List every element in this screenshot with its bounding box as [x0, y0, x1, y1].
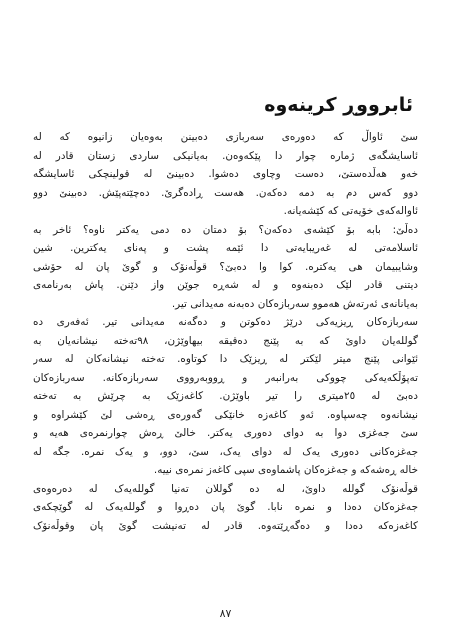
text-line: ئاوالەکەی خۆیەتی کە کێشەیانە. — [283, 205, 418, 217]
text-line: قوڵەنۆک گوللە داوێ، لە دە گوللان تەنیا گوللەیەک لە دەرەوەی — [33, 482, 418, 495]
text-line: کاغەزەکە دەدا و دەگەڕێتەوە. قادر لە تەنیشت گوێ پان وقوڵەنۆک — [33, 519, 418, 532]
body-text — [33, 128, 418, 535]
text-line: ئێوانی پێنج میتر لێکتر لە ڕیزێک دا کوتاوە. تەختە نیشانەکان لە سەر — [33, 353, 418, 365]
chapter-title: ئابرووڕ کرینەوە — [264, 94, 413, 116]
text-line: سێ جەغزی دوا بە دوای دەوری یەکتر. خالێ ڕەش چوارنمرەی هەیە و — [33, 427, 418, 439]
text-line: دوو کەس دم بە دمە دەکەن. هەست ڕادەگرێ. دەچێتەپێش. دەبینێ دوو — [33, 186, 418, 199]
text-line: سێ ئاواڵ کە دەورەی سەربازی دەبینن بەوەیان زانیوە کە لە — [33, 131, 418, 143]
text-line: نیشانەوە چەسپاوە. ئەو کاغەزە خانێکی گەورەی ڕەشی لێ کێشراوە و — [33, 408, 418, 421]
text-line: وشایبیمان هی یەکترە. کوا وا دەبێ؟ قوڵەنۆک و گوێ پان لە حۆشی — [33, 260, 418, 273]
text-line: خەو هەڵدەستێ، دەست وچاوی دەشوا. دەبینێ لە قولینچکی ئاسایشگە — [33, 168, 418, 180]
page-number: ٨٧ — [219, 607, 232, 620]
text-line: سەربازەکان ڕیزیەکی درێژ دەکوتن و دەگەنە مەیدانی تیر. ئەفەری دە — [33, 316, 418, 328]
text-line: خالە ڕەشەکە و جەغزەکان پاشماوەی سپی کاغەز نمرەی نییە. — [153, 464, 418, 476]
text-line: تەپۆڵکەیەکی چووکی بەرانبەر و ڕووبەرووی سەربازەکانە. سەربازەکان — [33, 371, 418, 384]
text-line: جەغزەکان دەدا و نمرە نابا. گوێ پان دەڕوا و گوللەیەک لە گوێچکەی — [33, 501, 418, 513]
text-line: جەغزەکانی دەوری یەک لە دوای یەک، سێ، دوو، و یەک نمرە. جگە لە — [33, 445, 418, 458]
text-line: دەڵێ: بابە بۆ کێشەی دەکەن؟ بۆ دمتان دە دمی یەکتر ناوە؟ ئاخر بە — [33, 223, 418, 236]
text-line: دەبێ لە ٢٥میتری را تیر باوێژن. کاغەزێک بە چرێش بە تەختە — [33, 390, 418, 402]
text-line: دیتنی قادر لێک دەبنەوە و لە شەڕە جوێن واز دێنن. پاش بەرنامەی — [33, 279, 418, 291]
text-line: بەیانانەی ئەرتەش هەموو سەربازەکان دەبەنە مەیدانی تیر. — [171, 297, 418, 310]
text-line: ئاسلامەتی لە غەریبایەتی دا ئێمە پشت و پەنای یەکترین. شین — [33, 242, 418, 254]
text-line: گوللەیان داوێ کە بە پێنج دەقیقە بیهاوێژن، ٩٨تەختە نیشانەیان بە — [33, 334, 418, 347]
text-line: ئاسایشگەی ژمارە چوار دا پێکەوەن. بەیانیکی ساردی زستان قادر لە — [33, 149, 418, 162]
